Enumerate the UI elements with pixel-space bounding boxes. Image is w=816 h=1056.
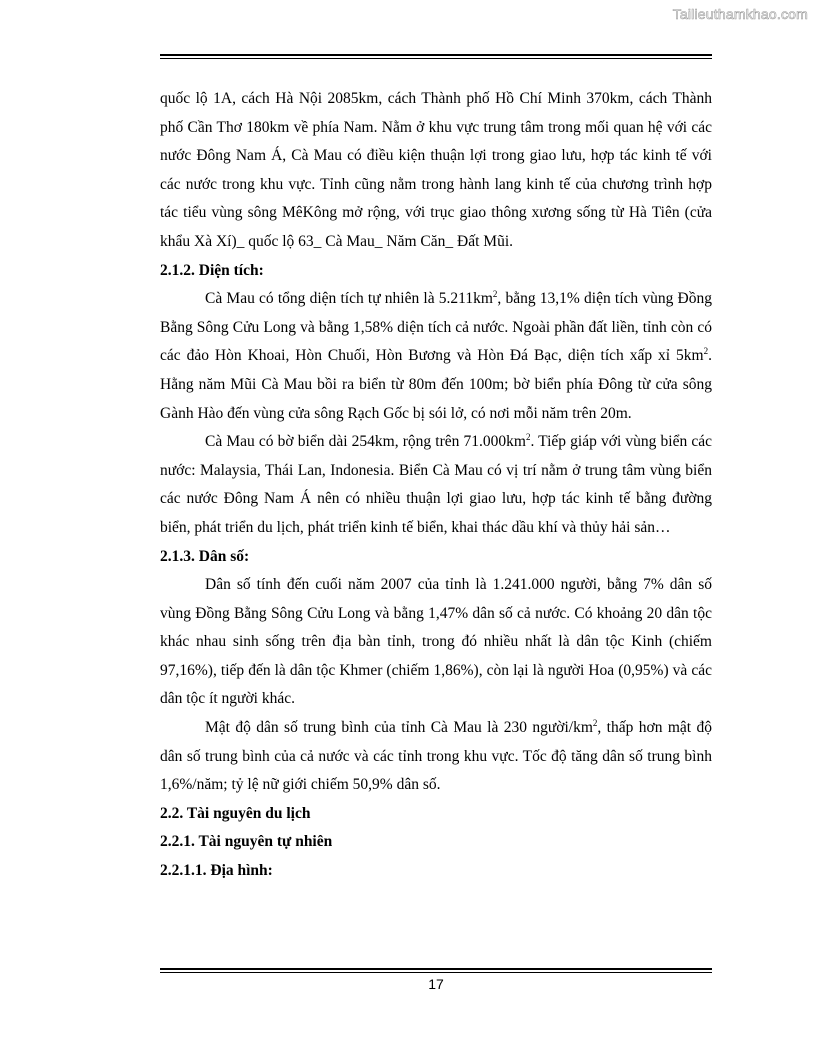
- area-paragraph-1: [160, 285, 712, 428]
- intro-paragraph: quốc lộ 1A, cách Hà Nội 2085km, cách Thành phố Hồ Chí Minh 370km, cách Thành phố Cần Thơ 180km về phía Nam. Nằm ở khu vực trung tâm trong mối quan hệ với các nước Đông Nam Á, Cà Mau có điều kiện thuận lợi trong giao lưu, hợp tác kinh tế với các nước trong khu vực. Tỉnh cũng nằm trong hành lang kinh tế của chương trình hợp tác tiểu vùng sông MêKông mở rộng, với trục giao thông xương sống từ Hà Tiên (cửa khẩu Xà Xí)_ quốc lộ 63_ Cà Mau_ Năm Căn_ Đất Mũi.: [160, 90, 712, 250]
- area-p1-text-c: . Hằng năm Mũi Cà Mau bồi ra biển từ 80m đến 100m; bờ biển phía Đông từ cửa sông Gành Hào đến vùng cửa sông Rạch Gốc bị sói lở, có nơi mỗi năm trên 20m.: [160, 347, 712, 422]
- section-heading-area: 2.1.2. Diện tích:: [160, 261, 264, 279]
- superscript: 2: [525, 432, 531, 443]
- page-number: 17: [428, 976, 444, 992]
- population-p2-text-a: Mật độ dân số trung bình của tỉnh Cà Mau là 230 người/km: [205, 719, 593, 737]
- population-p2-text-b: , thấp hơn mật độ dân số trung bình của cả nước và các tỉnh trong khu vực. Tốc độ tăng dân số trung bình 1,6%/năm; tỷ lệ nữ giới chiếm 50,9% dân số.: [160, 719, 713, 794]
- superscript: 2: [703, 346, 709, 357]
- area-p1-text-b: , bằng 13,1% diện tích vùng Đồng Bằng Sông Cửu Long và bằng 1,58% diện tích cả nước. Ngoài phần đất liền, tỉnh còn có các đảo Hòn Khoai, Hòn Chuối, Hòn Bương và Hòn Đá Bạc, diện tích xấp xỉ 5km: [160, 290, 712, 365]
- subsection-heading-terrain: 2.2.1.1. Địa hình:: [160, 862, 273, 880]
- population-paragraph-1: Dân số tính đến cuối năm 2007 của tỉnh là 1.241.000 người, bằng 7% dân số vùng Đồng Bằng Sông Cửu Long và bằng 1,47% dân số cả nước. Có khoảng 20 dân tộc khác nhau sinh sống trên địa bàn tỉnh, trong đó nhiều nhất là dân tộc Kinh (chiếm 97,16%), tiếp đến là dân tộc Khmer (chiếm 1,86%), còn lại là người Hoa (0,95%) và các dân tộc ít người khác.: [160, 576, 712, 708]
- area-p1-text-a: Cà Mau có tổng diện tích tự nhiên là 5.211km: [205, 290, 493, 308]
- subsection-heading-natural-resources: 2.2.1. Tài nguyên tự nhiên: [160, 833, 333, 851]
- page-content: [160, 85, 712, 886]
- footer-rule: [160, 968, 712, 973]
- population-paragraph-2: [160, 714, 712, 800]
- superscript: 2: [592, 718, 598, 729]
- area-p2-text-a: Cà Mau có bờ biển dài 254km, rộng trên 71.000km: [205, 433, 526, 451]
- section-heading-tourism: 2.2. Tài nguyên du lịch: [160, 804, 311, 822]
- watermark: Tailieuthamkhao.com: [672, 6, 808, 22]
- superscript: 2: [492, 289, 498, 300]
- section-heading-population: 2.1.3. Dân số:: [160, 547, 250, 565]
- area-paragraph-2: [160, 428, 712, 542]
- area-p2-text-b: . Tiếp giáp với vùng biển các nước: Malaysia, Thái Lan, Indonesia. Biển Cà Mau có vị trí nằm ở trung tâm vùng biển các nước Đông Nam Á nên có nhiều thuận lợi giao lưu, hợp tác kinh tế bằng đường biển, phát triển du lịch, phát triển kinh tế biển, khai thác dầu khí và thủy hải sản…: [160, 433, 713, 536]
- header-rule: [160, 54, 712, 59]
